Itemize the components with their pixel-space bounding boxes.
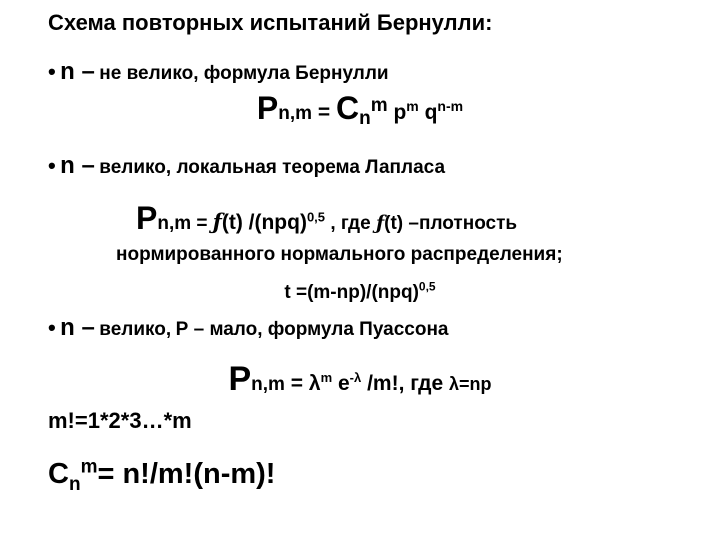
t-formula	[0, 279, 720, 304]
lambda-exponent: m	[320, 370, 333, 385]
c-symbol: C	[335, 90, 360, 126]
poisson-formula	[0, 360, 720, 399]
poisson-text-b: Р – мало, формула Пуассона	[175, 319, 449, 340]
formula-body: (t) /(npq)	[221, 211, 307, 234]
equals-sign: =	[317, 101, 331, 124]
formula-exponent: 0,5	[306, 209, 326, 225]
bernoulli-text: не велико, формула Бернулли	[99, 63, 389, 84]
e-exponent: -λ	[349, 370, 362, 385]
c-superscript: m	[370, 95, 388, 116]
n-symbol: n –	[60, 314, 95, 341]
f-symbol-2: ƒ	[375, 212, 385, 234]
bullet-marker: •	[48, 315, 56, 340]
t-exponent: 0,5	[418, 279, 436, 294]
laplace-line2: нормированного нормального распределения;	[116, 244, 563, 265]
poisson-text-a: велико,	[99, 319, 172, 340]
c-subscript: n	[68, 473, 81, 495]
f-symbol: ƒ	[212, 209, 222, 234]
lambda-base: λ	[308, 372, 321, 395]
bullet-marker: •	[48, 153, 56, 178]
bullet-poisson	[48, 314, 449, 342]
bullet-marker: •	[48, 59, 56, 84]
p-subscript: n,m	[278, 103, 313, 124]
combination-formula	[48, 456, 276, 495]
t-formula-body: t =(m-np)/(npq)	[284, 282, 419, 303]
c-superscript: m	[80, 456, 98, 478]
equals-sign: =	[290, 372, 304, 395]
laplace-formula	[136, 200, 517, 237]
lambda-definition: λ=np	[449, 374, 492, 394]
p-base: p	[393, 101, 407, 124]
p-subscript: n,m =	[157, 213, 208, 234]
where-text: , где	[330, 213, 371, 234]
p-symbol: P	[136, 200, 158, 236]
p-symbol: P	[228, 360, 252, 398]
n-symbol: n –	[60, 152, 95, 179]
bernoulli-formula	[0, 90, 720, 130]
q-base: q	[424, 101, 438, 124]
p-subscript: n,m	[251, 374, 285, 395]
slide-title: Схема повторных испытаний Бернулли:	[48, 10, 493, 35]
p-exponent: m	[406, 98, 419, 114]
c-subscript: n	[359, 108, 371, 130]
bullet-small-n	[48, 58, 389, 86]
factorial-where: /m!, где	[367, 372, 444, 395]
density-text: (t) –плотность	[384, 213, 518, 234]
bullet-large-n	[48, 152, 445, 180]
p-symbol: P	[256, 90, 279, 126]
e-base: e	[337, 372, 350, 395]
n-symbol: n –	[60, 58, 95, 85]
factorial-definition: m!=1*2*3…*m	[48, 408, 192, 433]
laplace-text: велико, локальная теорема Лапласа	[99, 157, 446, 178]
combination-rest: = n!/m!(n-m)!	[97, 458, 276, 490]
q-exponent: n-m	[437, 98, 464, 114]
c-symbol: C	[48, 458, 69, 490]
